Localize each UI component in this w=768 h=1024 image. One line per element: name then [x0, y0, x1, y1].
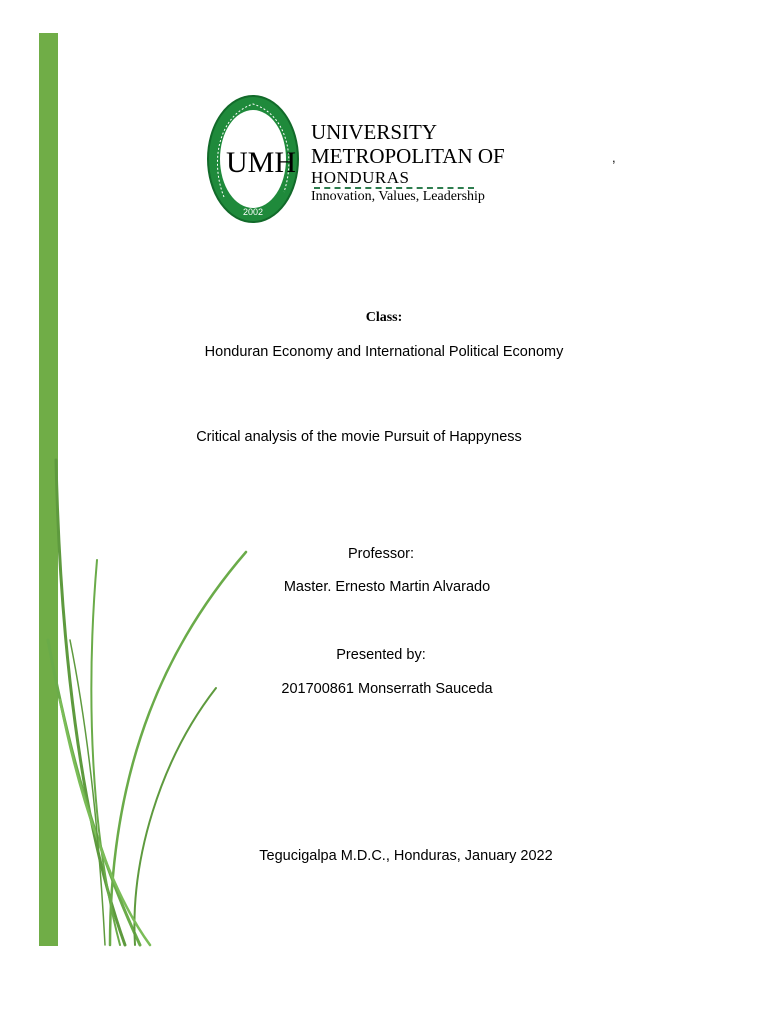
seal-initials: UMH — [226, 146, 297, 179]
class-name: Honduran Economy and International Political Economy — [204, 344, 564, 360]
university-name-line2: METROPOLITAN OF — [311, 144, 505, 168]
presented-by-label: Presented by: — [336, 647, 426, 663]
stray-comma: , — [612, 150, 616, 165]
university-name-line1: UNIVERSITY — [311, 120, 437, 144]
seal-year: 2002 — [242, 207, 264, 217]
student-name: 201700861 Monserrath Sauceda — [281, 681, 493, 697]
place-and-date: Tegucigalpa M.D.C., Honduras, January 2022 — [259, 848, 553, 864]
university-name-line3: HONDURAS — [311, 168, 410, 187]
professor-name: Master. Ernesto Martin Alvarado — [283, 579, 491, 595]
document-topic: Critical analysis of the movie Pursuit of Happyness — [196, 429, 522, 445]
university-logo — [204, 92, 514, 232]
professor-label: Professor: — [347, 546, 415, 562]
class-label: Class: — [365, 310, 403, 325]
university-tagline: Innovation, Values, Leadership — [311, 189, 485, 204]
